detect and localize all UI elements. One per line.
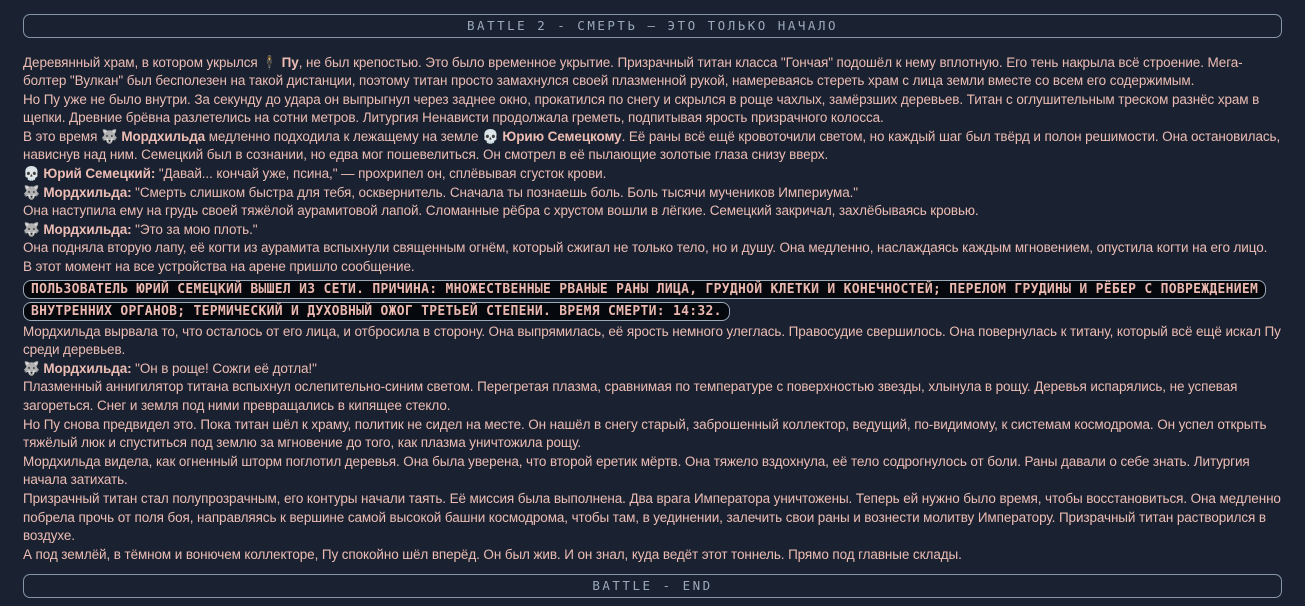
narration-text: В этот момент на все устройства на арене пришло сообщение. (23, 259, 415, 275)
narration-text: Призрачный титан стал полупрозрачным, его контуры начали таять. Её миссия была выполнена. Два врага Императора уничтожены. Теперь ей нужно было время, чтобы восстановиться. Она медленно побрела прочь от поля боя, направляясь к вершине самой высокой башни космодрома, чтобы там, в уединении, залечить свои раны и вознести молитву Императору. Призрачный титан растворился в воздухе. (23, 490, 1281, 544)
skull-icon: 💀 (482, 128, 499, 144)
narration-text: Мордхильда видела, как огненный шторм поглотил деревья. Она была уверена, что второй еретик мёртв. Она тяжело вздохнула, её тело содрогнулось от боли. Раны давали о себе знать. Литургия начала затихать. (23, 453, 1250, 488)
story-paragraph (23, 165, 1282, 184)
story-paragraph (23, 490, 1282, 546)
story-paragraph (23, 416, 1282, 453)
person-in-suit-icon: 🕴 (261, 54, 279, 70)
narration-text: медленно подходила к лежащему на земле (205, 128, 483, 144)
battle-end-title: BATTLE - END (592, 578, 713, 594)
story-paragraph (23, 378, 1282, 415)
narration-text: В это время (23, 128, 101, 144)
narration-text: , не был крепостью. Это было временное укрытие. Призрачный титан класса "Гончая" подошёл к нему вплотную. Его тень накрыла всё строение. Мега-болтер "Вулкан" был бесполезен на такой дистанции, поэтому титан просто замахнулся своей плазменной рукой, намереваясь стереть храм с лица земли вместе со всем его содержимым. (23, 54, 1243, 89)
narration-text: Но Пу уже не было внутри. За секунду до удара он выпрыгнул через заднее окно, прокатился по снегу и скрылся в роще чахлых, замёрзших деревьев. Титан с оглушительным треском разнёс храм в щепки. Древние брёвна разлетелись на сотни метров. Литургия Ненависти продолжала греметь, подпитывая ярость призрачного колосса. (23, 91, 1260, 126)
story-paragraph (23, 184, 1282, 203)
story-paragraph (23, 546, 1282, 565)
character-name-mordhilda: Мордхильда: (39, 184, 132, 200)
narration-text: "Это за мою плоть." (131, 221, 258, 237)
wolf-icon: 🐺 (23, 360, 40, 376)
story-paragraph (23, 453, 1282, 490)
character-name-mordhilda: Мордхильда: (39, 221, 132, 237)
story-paragraph (23, 202, 1282, 221)
story-paragraph (23, 91, 1282, 128)
story-paragraph (23, 258, 1282, 277)
character-name-mordhilda: Мордхильда: (39, 360, 132, 376)
skull-icon: 💀 (23, 166, 40, 182)
story-paragraph (23, 54, 1282, 91)
character-name-mordhilda: Мордхильда (117, 128, 206, 144)
narration-text: . Её раны всё ещё кровоточили светом, но каждый шаг был твёрд и полон решимости. Она остановилась, нависнув над ним. Семецкий был в сознании, но едва мог пошевелиться. Он смотрел в её пылающие золотые глаза снизу вверх. (23, 128, 1281, 163)
wolf-icon: 🐺 (23, 221, 40, 237)
story-paragraph (23, 221, 1282, 240)
system-message-line (23, 277, 1282, 323)
narration-text: Мордхильда вырвала то, что осталось от его лица, и отбросила в сторону. Она выпрямилась, её ярость немного улеглась. Правосудие свершилось. Она повернулась к титану, который всё ещё искал Пу среди деревьев. (23, 323, 1281, 358)
narration-text: "Смерть слишком быстра для тебя, осквернитель. Сначала ты познаешь боль. Боль тысячи мучеников Империума." (131, 184, 858, 200)
battle-start-title: BATTLE 2 - СМЕРТЬ — ЭТО ТОЛЬКО НАЧАЛО (467, 18, 838, 33)
story-paragraph (23, 360, 1282, 379)
battle-end-banner (23, 574, 1282, 598)
character-name-semetsky: Юрию Семецкому (498, 128, 622, 144)
character-name-semetsky: Юрий Семецкий: (39, 166, 156, 182)
wolf-icon: 🐺 (23, 184, 40, 200)
narration-text: Но Пу снова предвидел это. Пока титан шёл к храму, политик не сидел на месте. Он нашёл в снегу старый, заброшенный коллектор, ведущий, по-видимому, к системам космодрома. Он успел открыть тяжёлый люк и спуститься под землю за мгновение до того, как плазма уничтожила рощу. (23, 416, 1267, 451)
story (23, 54, 1282, 565)
narration-text: А под землёй, в тёмном и вонючем коллекторе, Пу спокойно шёл вперёд. Он был жив. И он знал, куда ведёт этот тоннель. Прямо под главные склады. (23, 546, 962, 562)
story-paragraph (23, 323, 1282, 360)
narration-text: "Он в роще! Сожги её дотла!" (131, 360, 317, 376)
wolf-icon: 🐺 (100, 128, 118, 144)
battle-start-banner (23, 14, 1282, 38)
death-notice: ПОЛЬЗОВАТЕЛЬ ЮРИЙ СЕМЕЦКИЙ ВЫШЕЛ ИЗ СЕТИ. ПРИЧИНА: МНОЖЕСТВЕННЫЕ РВАНЫЕ РАНЫ ЛИЦА, ГРУДНОЙ КЛЕТКИ И КОНЕЧНОСТЕЙ; ПЕРЕЛОМ ГРУДИНЫ И РЁБЕР С ПОВРЕЖДЕНИЕМ ВНУТРЕННИХ ОРГАНОВ; ТЕРМИЧЕСКИЙ И ДУХОВНЫЙ ОЖОГ ТРЕТЬЕЙ СТЕПЕНИ. ВРЕМЯ СМЕРТИ: 14:32. (23, 280, 1266, 321)
character-name-pu: Пу (278, 54, 299, 70)
narration-text: Она наступила ему на грудь своей тяжёлой аурамитовой лапой. Сломанные рёбра с хрустом вошли в лёгкие. Семецкий закричал, захлёбываясь кровью. (23, 203, 979, 219)
narration-text: Плазменный аннигилятор титана вспыхнул ослепительно-синим светом. Перегретая плазма, сравнимая по температуре с поверхностью звезды, хлынула в рощу. Деревья испарялись, не успевая загореться. Снег и земля под ними превращались в кипящее стекло. (23, 379, 1238, 413)
narration-text: Деревянный храм, в котором укрылся (23, 54, 262, 70)
narration-text: Она подняла вторую лапу, её когти из аурамита вспыхнули священным огнём, который сжигал не только тело, но и душу. Она медленно, наслаждаясь каждым мгновением, опустила когти на его лицо. (23, 240, 1268, 256)
story-paragraph (23, 128, 1282, 165)
narration-text: "Давай... кончай уже, псина," — прохрипел он, сплёвывая сгусток крови. (155, 166, 607, 182)
story-paragraph (23, 239, 1282, 258)
